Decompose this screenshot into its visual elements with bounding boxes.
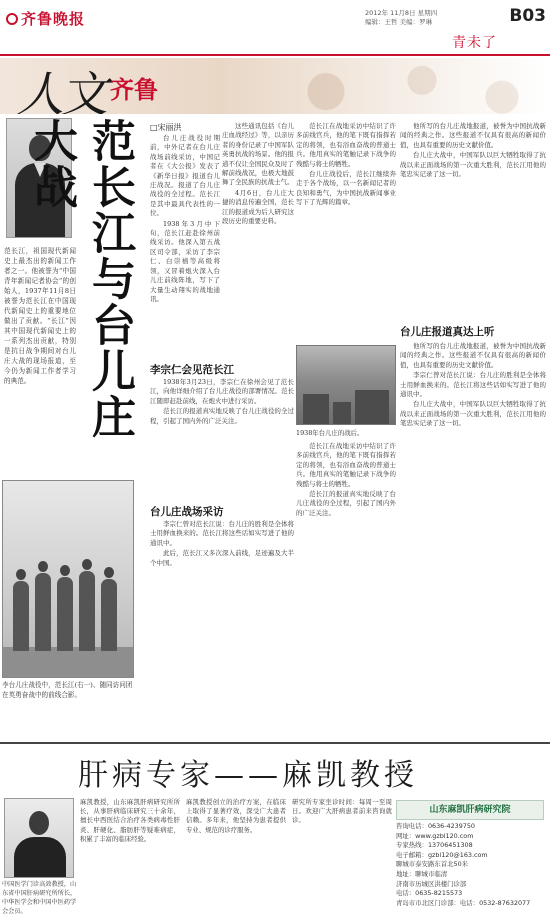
newspaper-logo: 齐鲁晚报 — [6, 8, 85, 29]
ad-column-3: 研究所专家坐诊时间：每周一至周日。欢迎广大肝病患者前来咨询就诊。 — [292, 798, 392, 825]
article-column-5: 1938年3月23日，李宗仁在徐州会见了范长江，向他详细介绍了台儿庄战役的部署情况。范长江随即赶赴前线，在炮火中进行采访。 范长江的报道真实地反映了台儿庄战役的全过程，引起了国内外的广泛关注。 — [150, 378, 294, 425]
ad-column-1: 麻凯教授，山东麻凯肝病研究所所长，从事肝病临床研究三十余年，擅长中西医结合治疗各类病毒性肝炎、肝硬化、脂肪肝等疑难病症，积累了丰富的临床经验。 — [80, 798, 180, 843]
article-column-3: 范长江在战地采访中结识了许多前线官兵，他的笔下既有指挥若定的将领，也有浴血奋战的普通士兵。他用真实的笔触记录下战争的残酷与将士的牺牲。 台儿庄战役后，范长江继续奔走于各个战场，以一名新闻记者的良知和勇气，为中国抗战新闻事业写下了光辉的篇章。 — [296, 122, 396, 207]
contact-row: 地址：聊城市临清 — [396, 869, 448, 878]
section-name: 青未了 — [452, 35, 497, 51]
subhead-report-upward: 台儿庄报道真达上听 — [400, 326, 495, 338]
contact-row: 咨询电话：0636-4239750 — [396, 822, 475, 830]
battlefield-photo — [296, 345, 396, 425]
contact-row: 聊城市泰安路东首北50米 — [396, 860, 469, 869]
article-column-6: 李宗仁曾对范长江说：台儿庄的胜利是全体将士用鲜血换来的。范长江将这些话如实写进了他的通讯中。 此后，范长江又多次深入前线，足迹遍及大半个中国。 — [150, 520, 294, 567]
portrait-caption: 范长江，祖国现代新闻史上最杰出的新闻工作者之一。他被誉为“中国青年新闻记者协会”的创始人，1937年11月8日被誉为范长江在中国现代新闻史上的重要地位做出了贡献。“长江”因其中国现代新闻史上的一系列杰出贡献，特别是抗日战争期间对台儿庄大战的现场报道，至今仍为新闻工作者学习的典范。 — [4, 247, 76, 385]
group-photo-caption: 李台儿庄战役中，范长江(右一)、随同访问团在英勇奋战中的前线合影。 — [2, 681, 133, 699]
contact-list — [396, 822, 544, 908]
article-column-8: 他所写的台儿庄战地报道，被誉为中国抗战新闻的经典之作。这些报道不仅具有很高的新闻价值，也具有重要的历史文献价值。 李宗仁曾对范长江说：台儿庄的胜利是全体将士用鲜血换来的。范长江将这些话如实写进了他的通讯中。 台儿庄大战中，中国军队以巨大牺牲取得了抗战以来正面战场的第一次重大胜利，范长江用他的笔忠实记录了这一切。 — [400, 342, 546, 428]
subhead-li-zongren: 李宗仁会见范长江 — [150, 364, 234, 376]
article-column-7: 范长江在战地采访中结识了许多前线官兵，他的笔下既有指挥若定的将领，也有浴血奋战的普通士兵。他用真实的笔触记录下战争的残酷与将士的牺牲。 范长江的报道真实地反映了台儿庄战役的全过程，引起了国内外的广泛关注。 — [296, 442, 396, 517]
ad-headline: 肝病专家——麻凯教授 — [78, 758, 418, 793]
banner-brand: 齐鲁 — [110, 76, 158, 104]
dateline: 2012年 11月8日 星期四 编辑：王哲 美编：罗琳 — [365, 9, 438, 26]
ad-portrait-photo — [4, 798, 74, 878]
banner-cloud-decoration-icon — [230, 58, 550, 114]
banner-brush-calligraphy: 人文 — [16, 67, 105, 114]
section-divider — [0, 742, 550, 744]
contact-row: 青岛市市北区门诊部：电话：0532-87632077 — [396, 898, 531, 907]
section-banner — [0, 58, 550, 114]
article-column-2: 这些通讯包括《台儿庄血战经过》等，以亲历者的身份记录了中国军队英勇抗战的场景。他的报道不仅让全国民众及时了解前线战况，也极大地鼓舞了全民族的抗战士气。 4月6日，台儿庄大捷的消息传遍全国，范长江的报道成为后人研究这段历史的重要史料。 — [222, 122, 294, 226]
article-column-1: 台儿庄战役时期前，中外记者在台儿庄战场前线采访，中国记者在《大公报》发表了《新华日报》报道台儿庄战况。报道了台儿庄战役的全过程。范长江是其中最具代表性的一位。 1938年3月中下旬，范长江赶赴徐州前线采访。他深入第五战区司令部，采访了李宗仁、白崇禧等高级将领，又冒着炮火深入台儿庄前线阵地，写下了大量生动翔实的战地通讯。 — [150, 134, 220, 303]
group-photo — [2, 480, 134, 678]
subhead-battlefield-interview: 台儿庄战场采访 — [150, 506, 224, 518]
page-number: B03 — [509, 6, 546, 26]
contact-row: 专家热线：13706451308 — [396, 841, 473, 850]
battlefield-photo-caption: 1938年台儿庄的战后。 — [296, 429, 364, 437]
ad-column-2: 麻凯教授创立的治疗方案，在临床上取得了显著疗效，深受广大患者信赖。多年来，他坚持为患者提供专业、规范的诊疗服务。 — [186, 798, 286, 834]
article-byline: □宋丽洪 — [150, 123, 182, 132]
contact-row: 电话：0635-8215573 — [396, 889, 463, 898]
contact-row: 济南市历城区洪楼门诊部 — [396, 879, 467, 888]
contact-row: 网址：www.gzbl120.com — [396, 831, 474, 840]
logo-seal-icon — [6, 13, 18, 25]
article-headline: 范长江与台儿庄大战 — [26, 118, 135, 440]
masthead — [0, 0, 550, 56]
article-column-4: 他所写的台儿庄战地报道，被誉为中国抗战新闻的经典之作。这些报道不仅具有很高的新闻价值，也具有重要的历史文献价值。 台儿庄大战中，中国军队以巨大牺牲取得了抗战以来正面战场的第一次重大胜利，范长江用他的笔忠实记录了这一切。 — [400, 122, 546, 179]
contact-row: 电子邮箱：gzbl120@163.com — [396, 850, 488, 859]
ad-portrait-caption: 中国医学门诊高效教授，山东省中国肝病研究所所长，中华医学会和中国中医药学会会员。 — [2, 881, 77, 915]
institute-name: 山东麻凯肝病研究院 — [396, 800, 544, 820]
